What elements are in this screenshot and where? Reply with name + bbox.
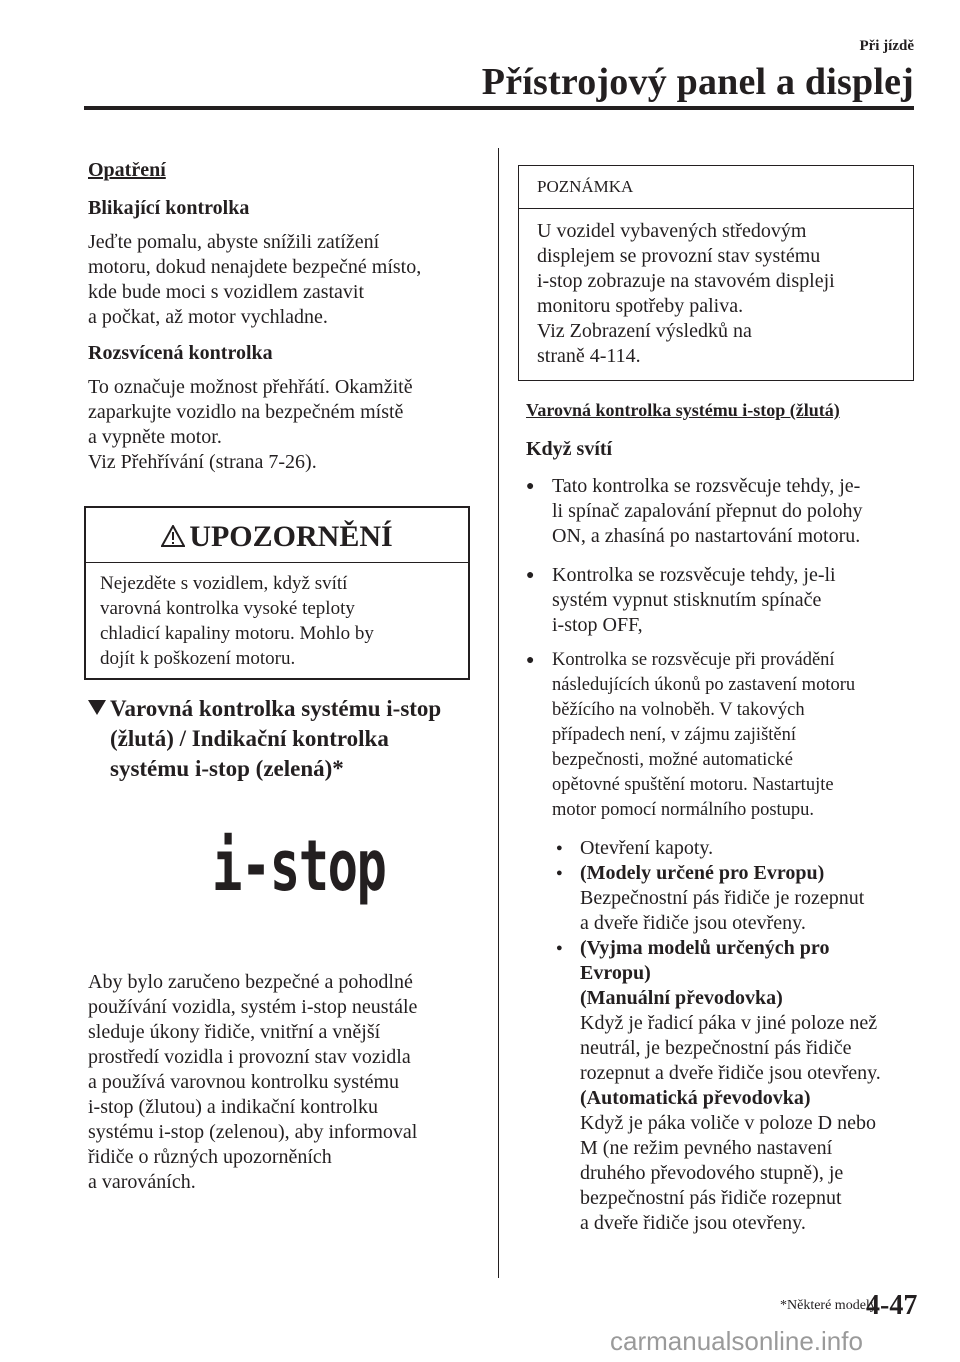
- bullet-icon: ●: [526, 568, 535, 583]
- bullet-icon: ●: [526, 479, 535, 494]
- rozsvicena-text: To označuje možnost přehřátí. Okamžitě zaparkujte vozidlo na bezpečném místě a vypněte motor. Viz Přehřívání (strana 7-26).: [88, 376, 413, 473]
- section-heading: Varovná kontrolka systému i-stop (žlutá) / Indikační kontrolka systému i-stop (zelená)*: [88, 694, 488, 784]
- column-divider: [498, 148, 499, 1278]
- section-label: Při jízdě: [859, 38, 914, 54]
- bullet-item-1: ● Tato kontrolka se rozsvěcuje tehdy, je- li spínač zapalování přepnut do polohy ON, a zhasíná po nastartování motoru.: [526, 475, 863, 547]
- warning-box: [84, 506, 470, 680]
- small-bullet-icon: ●: [556, 867, 563, 879]
- sub-bullet-2: ● (Modely určené pro Evropu) Bezpečnostní pás řidiče je rozepnut a dveře řidiče jsou otevřeny.: [556, 862, 865, 934]
- blikajici-heading: Blikající kontrolka: [88, 197, 250, 219]
- bullet-item-2: ● Kontrolka se rozsvěcuje tehdy, je-li systém vypnut stisknutím spínače i-stop OFF,: [526, 564, 836, 636]
- right-column: [526, 398, 916, 462]
- page-number: 4-47: [866, 1290, 918, 1321]
- sub-bullet-1: ● Otevření kapoty.: [556, 837, 714, 859]
- left-column: [88, 158, 488, 475]
- warning-title: UPOZORNĚNÍ: [189, 520, 393, 553]
- warning-title-row: [86, 508, 468, 563]
- blikajici-text: Jeďte pomalu, abyste snížili zatížení motoru, dokud nenajdete bezpečné místo, kde bude moci s vozidlem zastavit a počkat, až motor vychladne.: [88, 231, 422, 328]
- warning-text: Nejezděte s vozidlem, když svítí varovná kontrolka vysoké teploty chladicí kapaliny motoru. Mohlo by dojít k poškození motoru.: [100, 573, 374, 669]
- i-stop-logo: i-stop: [212, 825, 386, 907]
- istop-paragraph: Aby bylo zaručeno bezpečné a pohodlné používání vozidla, systém i-stop neustále sleduje úkony řidiče, vnitřní a vnější prostředí vozidla i provozní stav vozidla a používá varovnou kontrolku systému i-stop (žlutou) a indikační kontrolku systému i-stop (zelenou), aby informoval řidiče o různých upozorněních a varováních.: [88, 971, 418, 1193]
- header-divider: [84, 106, 914, 110]
- triangle-bullet-icon: [88, 700, 106, 715]
- watermark: carmanualsonline.info: [610, 1326, 863, 1356]
- warning-triangle-icon: [161, 525, 185, 547]
- opatreni-heading: Opatření: [88, 159, 166, 181]
- bullet-item-3: ● Kontrolka se rozsvěcuje při provádění následujících úkonů po zastavení motoru běžícího na volnoběh. V takových případech není, v zájmu zajištění bezpečnosti, možné automatické opětovné spuštění motoru. Nastartujte motor pomocí normálního postupu.: [526, 650, 856, 820]
- small-bullet-icon: ●: [556, 842, 563, 854]
- page-title: Přístrojový panel a displej: [481, 61, 914, 103]
- rozsvicena-heading: Rozsvícená kontrolka: [88, 342, 273, 364]
- sub-bullet-3: ● (Vyjma modelů určených pro Evropu) (Manuální převodovka) Když je řadicí páka v jiné poloze než neutrál, je bezpečnostní pás řidiče rozepnut a dveře řidiče jsou otevřeny. (Automatická převodovka) Když je páka voliče v poloze D nebo M (ne režim pevného nastavení druhého převodového stupně), je bezpečnostní pás řidiče rozepnut a dveře řidiče jsou otevřeny.: [556, 937, 881, 1234]
- bullet-icon: ●: [526, 653, 535, 668]
- sub-heading: Varovná kontrolka systému i-stop (žlutá): [526, 400, 840, 420]
- kdyz-heading: Když svítí: [526, 438, 613, 460]
- small-bullet-icon: ●: [556, 942, 563, 954]
- note-title: POZNÁMKA: [519, 166, 913, 209]
- note-text: U vozidel vybavených středovým displejem se provozní stav systému i-stop zobrazuje na stavovém displeji monitoru spotřeby paliva. Viz Zobrazení výsledků na straně 4-114.: [537, 220, 835, 367]
- note-box: [518, 165, 914, 381]
- footer-note: *Některé modely.: [780, 1298, 880, 1313]
